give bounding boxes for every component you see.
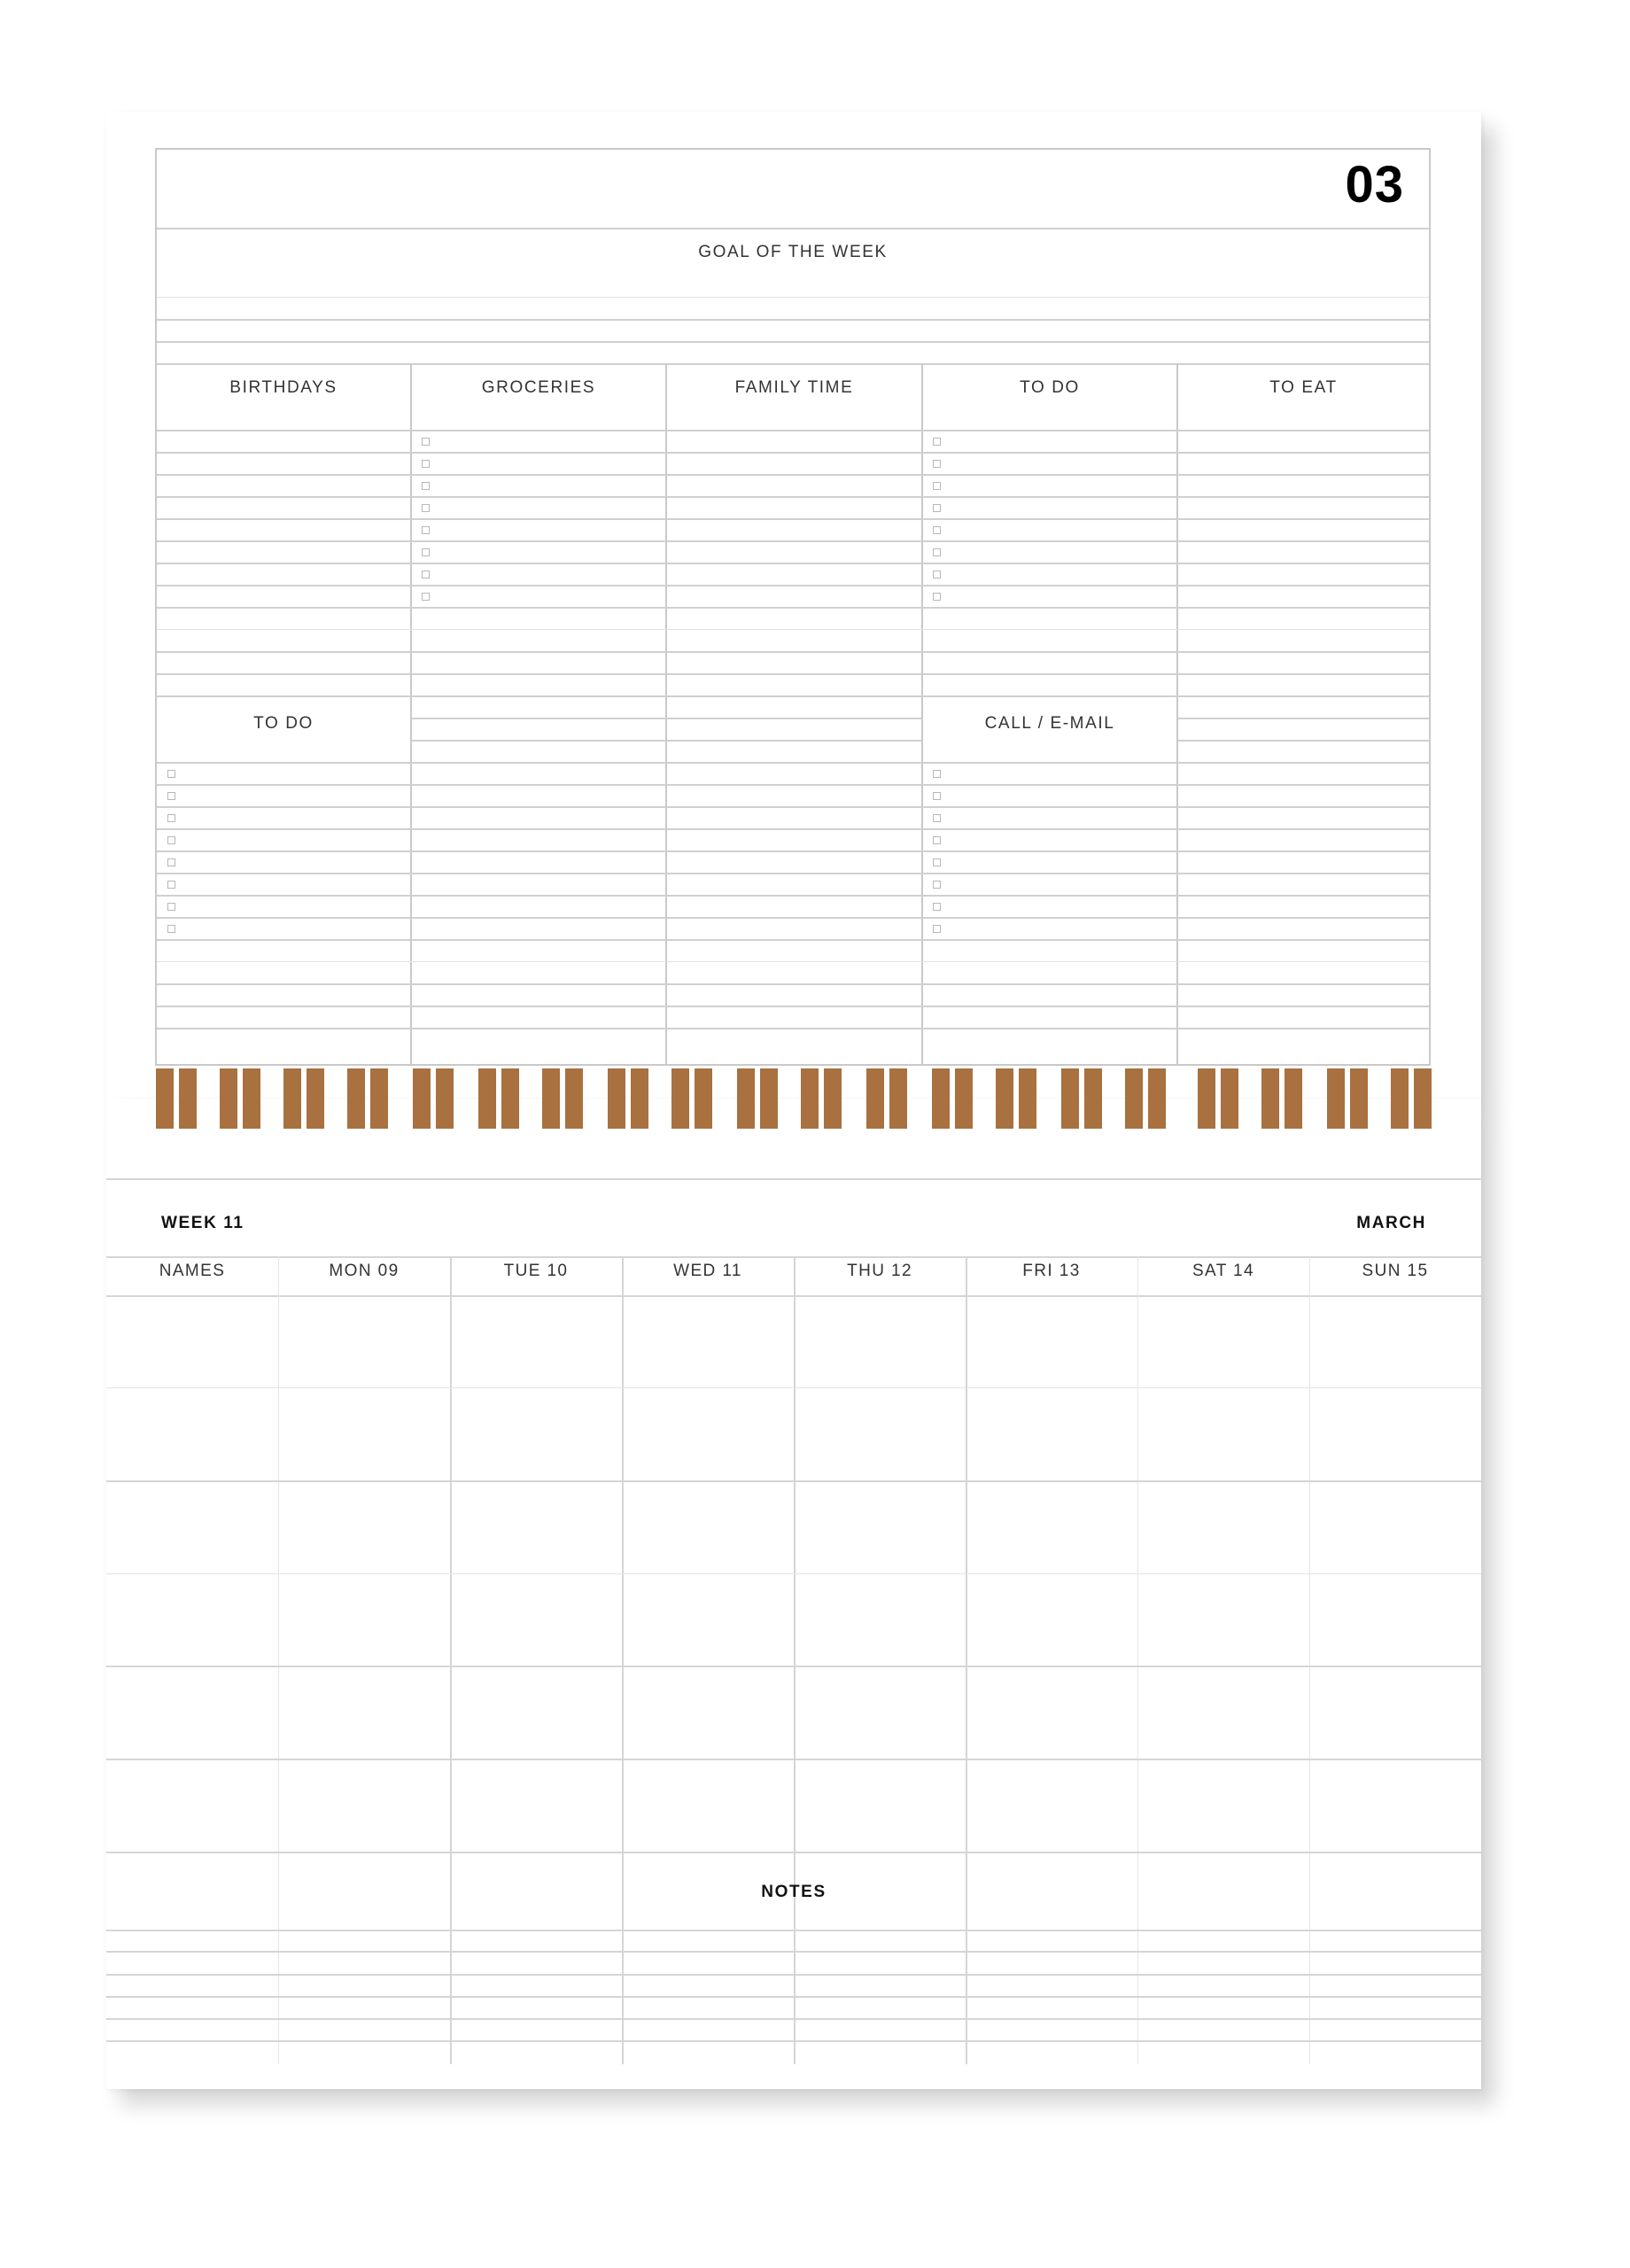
binding-ring [631,1068,648,1129]
weekly-planner-top-page [106,112,1481,1099]
weekly-planner-bottom-page [106,1099,1481,2089]
binding-ring [1084,1068,1102,1129]
binding-ring [608,1068,625,1129]
section-divider [157,363,1429,365]
binding-ring [347,1068,365,1129]
checkbox[interactable] [933,858,941,866]
row-line [157,850,1429,852]
column-header-to-do: TO DO [1020,378,1080,397]
row-line [157,540,1429,542]
grid-row-line [106,1666,1481,1667]
names-column-header: NAMES [159,1262,226,1280]
notes-line [106,2018,1481,2020]
row-line [1178,718,1429,719]
column-divider [622,1256,624,2064]
grid-row-line [106,1852,1481,1853]
checkbox[interactable] [422,438,430,446]
checkbox[interactable] [933,526,941,534]
binding-ring [932,1068,950,1129]
binding-ring [565,1068,583,1129]
checkbox[interactable] [933,548,941,556]
day-header-sat: SAT 14 [1191,1262,1254,1280]
goal-line [157,341,1429,343]
row-line [157,673,1429,675]
checkbox[interactable] [933,593,941,601]
planner-grid [155,148,1431,1066]
row-line [157,1006,1429,1007]
checkbox[interactable] [933,903,941,911]
row-line [412,718,921,719]
day-header-thu: THU 12 [847,1262,912,1280]
day-header-mon: MON 09 [329,1262,400,1280]
binding-ring [801,1068,819,1129]
checkbox[interactable] [167,925,175,933]
day-header-wed: WED 11 [673,1262,742,1280]
row-line [157,983,1429,985]
checkbox[interactable] [933,770,941,778]
binding-ring [283,1068,301,1129]
lower-to-do-label: TO DO [253,714,314,733]
day-header-sun: SUN 15 [1362,1262,1429,1280]
binding-ring [1261,1068,1279,1129]
column-header-groceries: GROCERIES [481,378,596,397]
binding-ring [436,1068,454,1129]
checkbox[interactable] [422,593,430,601]
row-line [157,474,1429,476]
row-line [157,695,1429,697]
checkbox[interactable] [933,836,941,844]
binding-ring [1391,1068,1409,1129]
binding-ring [1350,1068,1368,1129]
row-line [157,806,1429,808]
binding-ring [220,1068,237,1129]
row-line [157,828,1429,830]
grid-row-line [106,1573,1481,1574]
binding-ring [996,1068,1013,1129]
binding-ring [1125,1068,1143,1129]
grid-row-line [106,1759,1481,1760]
notes-line [106,1996,1481,1998]
binding-ring [866,1068,884,1129]
notes-line [106,1951,1481,1953]
row-line [157,895,1429,897]
checkbox[interactable] [167,836,175,844]
checkbox[interactable] [933,460,941,468]
checkbox[interactable] [167,770,175,778]
checkbox[interactable] [422,526,430,534]
checkbox[interactable] [933,925,941,933]
column-divider [1309,1256,1310,2064]
binding-ring [1019,1068,1036,1129]
goal-line [157,319,1429,321]
column-header-birthdays: BIRTHDAYS [229,378,338,397]
binding-ring [179,1068,197,1129]
row-line [157,762,1429,764]
checkbox[interactable] [933,482,941,490]
notes-line [106,2040,1481,2042]
row-line [157,1028,1429,1029]
header-divider [157,228,1429,229]
checkbox[interactable] [167,814,175,822]
column-header-to-eat: TO EAT [1269,378,1338,397]
row-line [157,651,1429,653]
column-divider [1137,1256,1138,2064]
checkbox[interactable] [167,858,175,866]
binding-ring [695,1068,712,1129]
row-line [1178,740,1429,742]
checkbox[interactable] [933,571,941,579]
row-line [157,518,1429,520]
binding-ring [243,1068,260,1129]
binding-ring [1221,1068,1238,1129]
checkbox[interactable] [422,504,430,512]
binding-ring [156,1068,174,1129]
row-line [157,607,1429,609]
checkbox[interactable] [422,482,430,490]
binding-ring [1198,1068,1215,1129]
checkbox[interactable] [167,903,175,911]
week-label: WEEK 11 [161,1214,244,1232]
checkbox[interactable] [167,881,175,889]
binding-ring [478,1068,496,1129]
checkbox[interactable] [933,792,941,800]
binding-ring [955,1068,973,1129]
grid-row-line [106,1387,1481,1388]
checkbox[interactable] [933,504,941,512]
checkbox[interactable] [422,571,430,579]
goal-line [157,297,1429,298]
row-line [157,917,1429,919]
grid-row-line [106,1480,1481,1482]
week-number: 03 [1345,156,1404,214]
row-line [157,452,1429,454]
binding-ring [1061,1068,1079,1129]
column-divider [794,1256,796,2064]
top-divider [106,1178,1481,1180]
binding-ring [671,1068,689,1129]
column-divider [966,1256,967,2064]
row-line [157,784,1429,786]
binding-ring [889,1068,907,1129]
month-label: MARCH [1356,1214,1426,1232]
binding-ring [370,1068,388,1129]
checkbox[interactable] [933,881,941,889]
binding-ring [542,1068,560,1129]
row-line [157,430,1429,431]
checkbox[interactable] [933,438,941,446]
column-divider [450,1256,452,2064]
row-line [157,873,1429,874]
binding-ring [1148,1068,1166,1129]
binding-ring [307,1068,324,1129]
binding-ring [1414,1068,1432,1129]
day-header-tue: TUE 10 [503,1262,569,1280]
binding-ring [501,1068,519,1129]
column-header-family-time: FAMILY TIME [734,378,854,397]
row-line [157,939,1429,941]
checkbox[interactable] [422,460,430,468]
checkbox[interactable] [933,814,941,822]
column-divider [278,1256,279,2064]
notes-label: NOTES [761,1883,827,1901]
binding-ring [760,1068,778,1129]
binding-ring [1285,1068,1302,1129]
binding-ring [737,1068,755,1129]
binding-ring [413,1068,431,1129]
binding-ring [1327,1068,1345,1129]
goal-of-the-week-label: GOAL OF THE WEEK [698,243,888,261]
notes-line [106,1930,1481,1931]
binding-ring [824,1068,842,1129]
row-line [157,629,1429,630]
row-line [412,740,921,742]
row-line [157,563,1429,564]
row-line [157,585,1429,586]
checkbox[interactable] [167,792,175,800]
checkbox[interactable] [422,548,430,556]
call-email-label: CALL / E-MAIL [984,714,1115,733]
row-line [157,961,1429,962]
row-line [157,496,1429,498]
day-header-fri: FRI 13 [1022,1262,1081,1280]
notes-line [106,1974,1481,1976]
